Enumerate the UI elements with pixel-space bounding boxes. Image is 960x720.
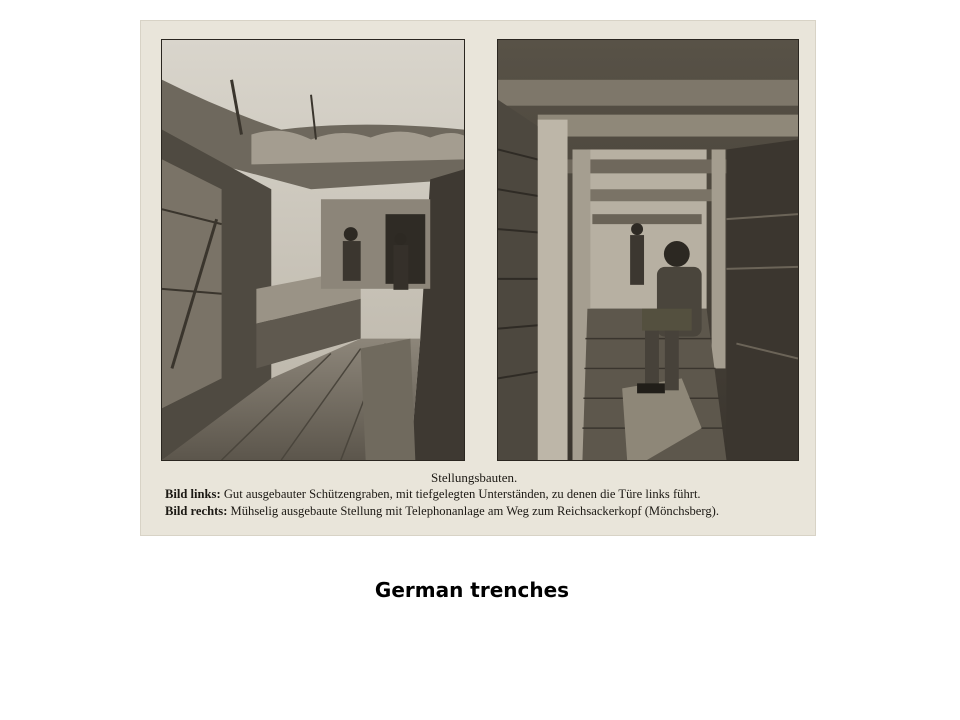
plate-caption: [165, 469, 805, 520]
trench-photo-right-graphic: [498, 40, 798, 460]
photo-right-trench: [497, 39, 799, 461]
caption-title: Stellungsbauten.: [431, 470, 518, 485]
slide-title: German trenches: [374, 578, 570, 602]
caption-left-line: [165, 486, 805, 503]
caption-left-label: Bild links:: [165, 487, 221, 501]
caption-right-label: Bild rechts:: [165, 504, 228, 518]
caption-right-line: [165, 503, 805, 520]
caption-right-text: Mühselig ausgebaute Stellung mit Telephonanlage am Weg zum Reichsackerkopf (Mönchsberg).: [230, 504, 719, 518]
caption-left-text: Gut ausgebauter Schützengraben, mit tiefgelegten Unterständen, zu denen die Türe links führt.: [223, 487, 701, 501]
photo-left-trench: [161, 39, 465, 461]
trench-photo-left-graphic: [162, 40, 464, 460]
photo-plate: [140, 20, 816, 536]
